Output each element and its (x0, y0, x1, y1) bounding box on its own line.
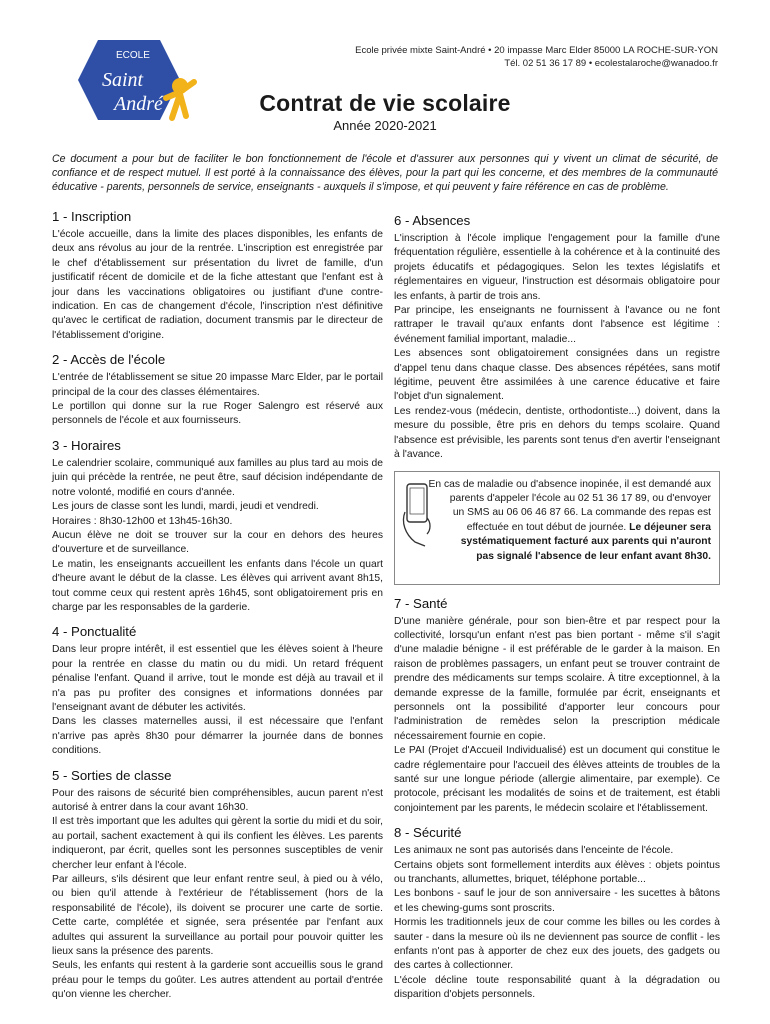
page-title: Contrat de vie scolaire (259, 90, 511, 116)
section-heading: 7 - Santé (394, 595, 448, 611)
notice-text (407, 478, 711, 564)
school-contact (355, 44, 718, 70)
address-line: Ecole privée mixte Saint-André • 20 impasse Marc Elder 85000 LA ROCHE-SUR-YON (355, 45, 718, 56)
section-text: L'inscription à l'école implique l'engagement pour la famille d'une fréquentation régulière, essentielle à la cohérence et à la continuité des projets éducatifs et pédagogiques. Selon les textes législatifs et réglementaires en vigueur, l'instruction est désormais obligatoire pour les enfants, à partir de trois ans. Par principe, les enseignants ne fournissent à l'avance ou ne font rattraper le travail qu'aux enfants dont l'absence est légitime : événement familial important, maladie... Les absences sont obligatoirement consignées dans un registre d'appel tenu dans chaque classe. Des absences répétées, sans motif légitime, peuvent être assimilées à une carence éducative et faire l'objet d'un signalement. Les rendez-vous (médecin, dentiste, orthodontiste...) doivent, dans la mesure du possible, être pris en dehors du temps scolaire. Quand l'absence est prévisible, les parents sont tenus d'en avertir l'enseignant à l'avance. (394, 233, 720, 461)
section-text: Les animaux ne sont pas autorisés dans l'enceinte de l'école. Certains objets sont formellement interdits aux élèves : objets pointus ou tranchants, allumettes, briquet, téléphone portable... Les bonbons - sauf le jour de son anniversaire - les sucettes à bâtons et les chewing-gums sont proscrits. Hormis les traditionnels jeux de cour comme les billes ou les cordes à sauter - dans la mesure où ils ne deviennent pas source de conflit - les enfants n'ont pas à apporter de chez eux des jouets, des gadgets ou des cartes à collectionner. L'école décline toute responsabilité quant à la dégradation ou disparition d'objets personnels. (394, 845, 720, 1001)
section-heading: 6 - Absences (394, 213, 471, 228)
left-column (52, 206, 383, 1011)
notice-line: En cas de maladie ou d'absence inopinée, il est demandé aux (428, 478, 711, 490)
section-ponctualite (52, 623, 383, 758)
intro-paragraph: Ce document a pour but de faciliter le bon fonctionnement de l'école et d'assurer aux personnes qui y vivent un climat de sécurité, de confiance et de respect mutuel. Il est porté à la connaissance des élèves, pour la part qui les concerne, et des membres de la communauté éducative - parents, personnels de service, enseignants - auxquels il s'impose, et qui peuvent y faire référence en cas de problème. (52, 153, 718, 194)
absence-notice-box (394, 471, 720, 585)
section-absences (394, 212, 720, 463)
section-text: L'école accueille, dans la limite des places disponibles, les enfants de deux ans révolus au jour de la rentrée. L'inscription est enregistrée par le chef d'établissement sur présentation du livret de famille, d'un justificatif récent de domicile et de la fiche attestant que l'enfant est à jour dans les vaccinations obligatoires ou justifiant d'une contre-indication. En cas de changement d'école, l'inscription n'est définitive qu'avec le certificat de radiation, document transmis par le directeur de l'établissement d'origine. (52, 229, 383, 341)
notice-line: parents d'appeler l'école au 02 51 36 17 89, ou d'envoyer (449, 492, 711, 504)
notice-bold: pas signalé l'absence de leur enfant avant 8h30. (476, 550, 711, 562)
section-heading: 3 - Horaires (52, 437, 121, 453)
section-sante (394, 595, 720, 817)
section-heading: 4 - Ponctualité (52, 624, 137, 640)
logo-word-saint: Saint (102, 69, 144, 91)
right-column (394, 212, 720, 1011)
section-text: Le calendrier scolaire, communiqué aux familles au plus tard au mois de juin qui précède la rentrée, ne peut être, sauf décision indépendante de notre volonté, modifié en cours d'année. Les jours de classe sont les lundi, mardi, jeudi et vendredi. Horaires : 8h30-12h00 et 13h45-16h30. Aucun élève ne doit se trouver sur la cour en dehors des heures d'ouverture et de surveillance. Le matin, les enseignants accueillent les enfants dans l'école un quart d'heure avant le début de la classe. Les élèves qui arrivent avant 8h15, tout comme ceux qui restent après 16h45, sont obligatoirement pris en charge par les responsables de la garderie. (52, 457, 383, 613)
section-text: L'entrée de l'établissement se situe 20 impasse Marc Elder, par le portail principal de la cour des classes élémentaires. Le portillon qui donne sur la rue Roger Salengro est réservé aux personnels de l'école et aux fournisseurs. (52, 372, 383, 427)
section-text: Pour des raisons de sécurité bien compréhensibles, aucun parent n'est autorisé à entrer dans la cour avant 16h30. Il est très important que les adultes qui gèrent la sortie du midi et du soir, au portail, sachent exactement à qui ils confient les élèves. Les parents indiqueront, par écrit, quelles sont les personnes susceptibles de venir chercher leur enfant à l'école. Par ailleurs, s'ils désirent que leur enfant rentre seul, à pied ou à vélo, ou bien qu'il attende à l'extérieur de l'établissement (hors de la responsabilité de l'école), ils doivent se procurer une carte de sortie. Cette carte, complétée et signée, sera présentée par l'enfant aux adultes qui assurent la surveillance au portail pour pouvoir quitter les lieux sans la présence des parents. Seuls, les enfants qui restent à la garderie sont accueillis sous le grand préau pour le temps du goûter. Les autres attendent au portail d'entrée qu'on vienne les chercher. (52, 787, 383, 1001)
notice-bold: systématiquement facturé aux parents qui n'auront (460, 536, 711, 548)
contact-line: Tél. 02 51 36 17 89 • ecolestalaroche@wanadoo.fr (504, 58, 718, 69)
notice-line: effectuée en tout début de journée. (466, 521, 627, 533)
notice-line: un SMS au 06 06 46 87 66. La commande des repas est (452, 507, 711, 519)
section-text: Dans leur propre intérêt, il est essentiel que les élèves soient à l'heure pour la rentrée en classe du matin ou du midi. Un retard fréquent pénalise l'enfant. Quand il arrive, tout le monde est déjà au travail et il n'a pas pu profiter des consignes et informations données par l'enseignant avant de débuter les activités. Dans les classes maternelles aussi, il est nécessaire que l'enfant n'arrive pas après 8h30 pour démarrer la journée dans de bonnes conditions. (52, 644, 383, 757)
section-securite (394, 824, 720, 1002)
notice-bold: Le déjeuner sera (629, 521, 711, 533)
section-heading: 1 - Inscription (52, 209, 132, 224)
section-heading: 2 - Accès de l'école (52, 352, 166, 368)
section-heading: 5 - Sorties de classe (52, 767, 172, 783)
section-text: D'une manière générale, pour son bien-être et par respect pour la collectivité, lorsqu'un enfant n'est pas bien portant - même s'il s'agit d'une maladie bénigne - il est préférable de le garder à la maison. En raison de problèmes passagers, un enfant peut se trouver contraint de prendre des médicaments sur temps scolaire. À titre exceptionnel, à la demande expresse de la famille, formulée par écrit, enseignants et personnels ont la possibilité d'apporter leur concours pour l'administration de remèdes selon la prescription médicale nécessairement fournie en copie. Le PAI (Projet d'Accueil Individualisé) est un document qui constitue le cadre réglementaire pour l'accueil des élèves atteints de troubles de la santé sur une longue période (allergie alimentaire, par exemple). Ce protocole, précisant les modalités de soins et de traitement, est établi conjointement par les parents, le médecin scolaire et l'établissement. (394, 615, 720, 814)
page-subtitle: Année 2020-2021 (333, 118, 437, 133)
section-inscription (52, 208, 383, 343)
section-sorties (52, 767, 383, 1003)
section-acces (52, 351, 383, 429)
section-heading: 8 - Sécurité (394, 825, 462, 841)
logo-word-ecole: ECOLE (116, 50, 150, 61)
logo-word-andre: André (114, 93, 163, 115)
section-horaires (52, 437, 383, 615)
